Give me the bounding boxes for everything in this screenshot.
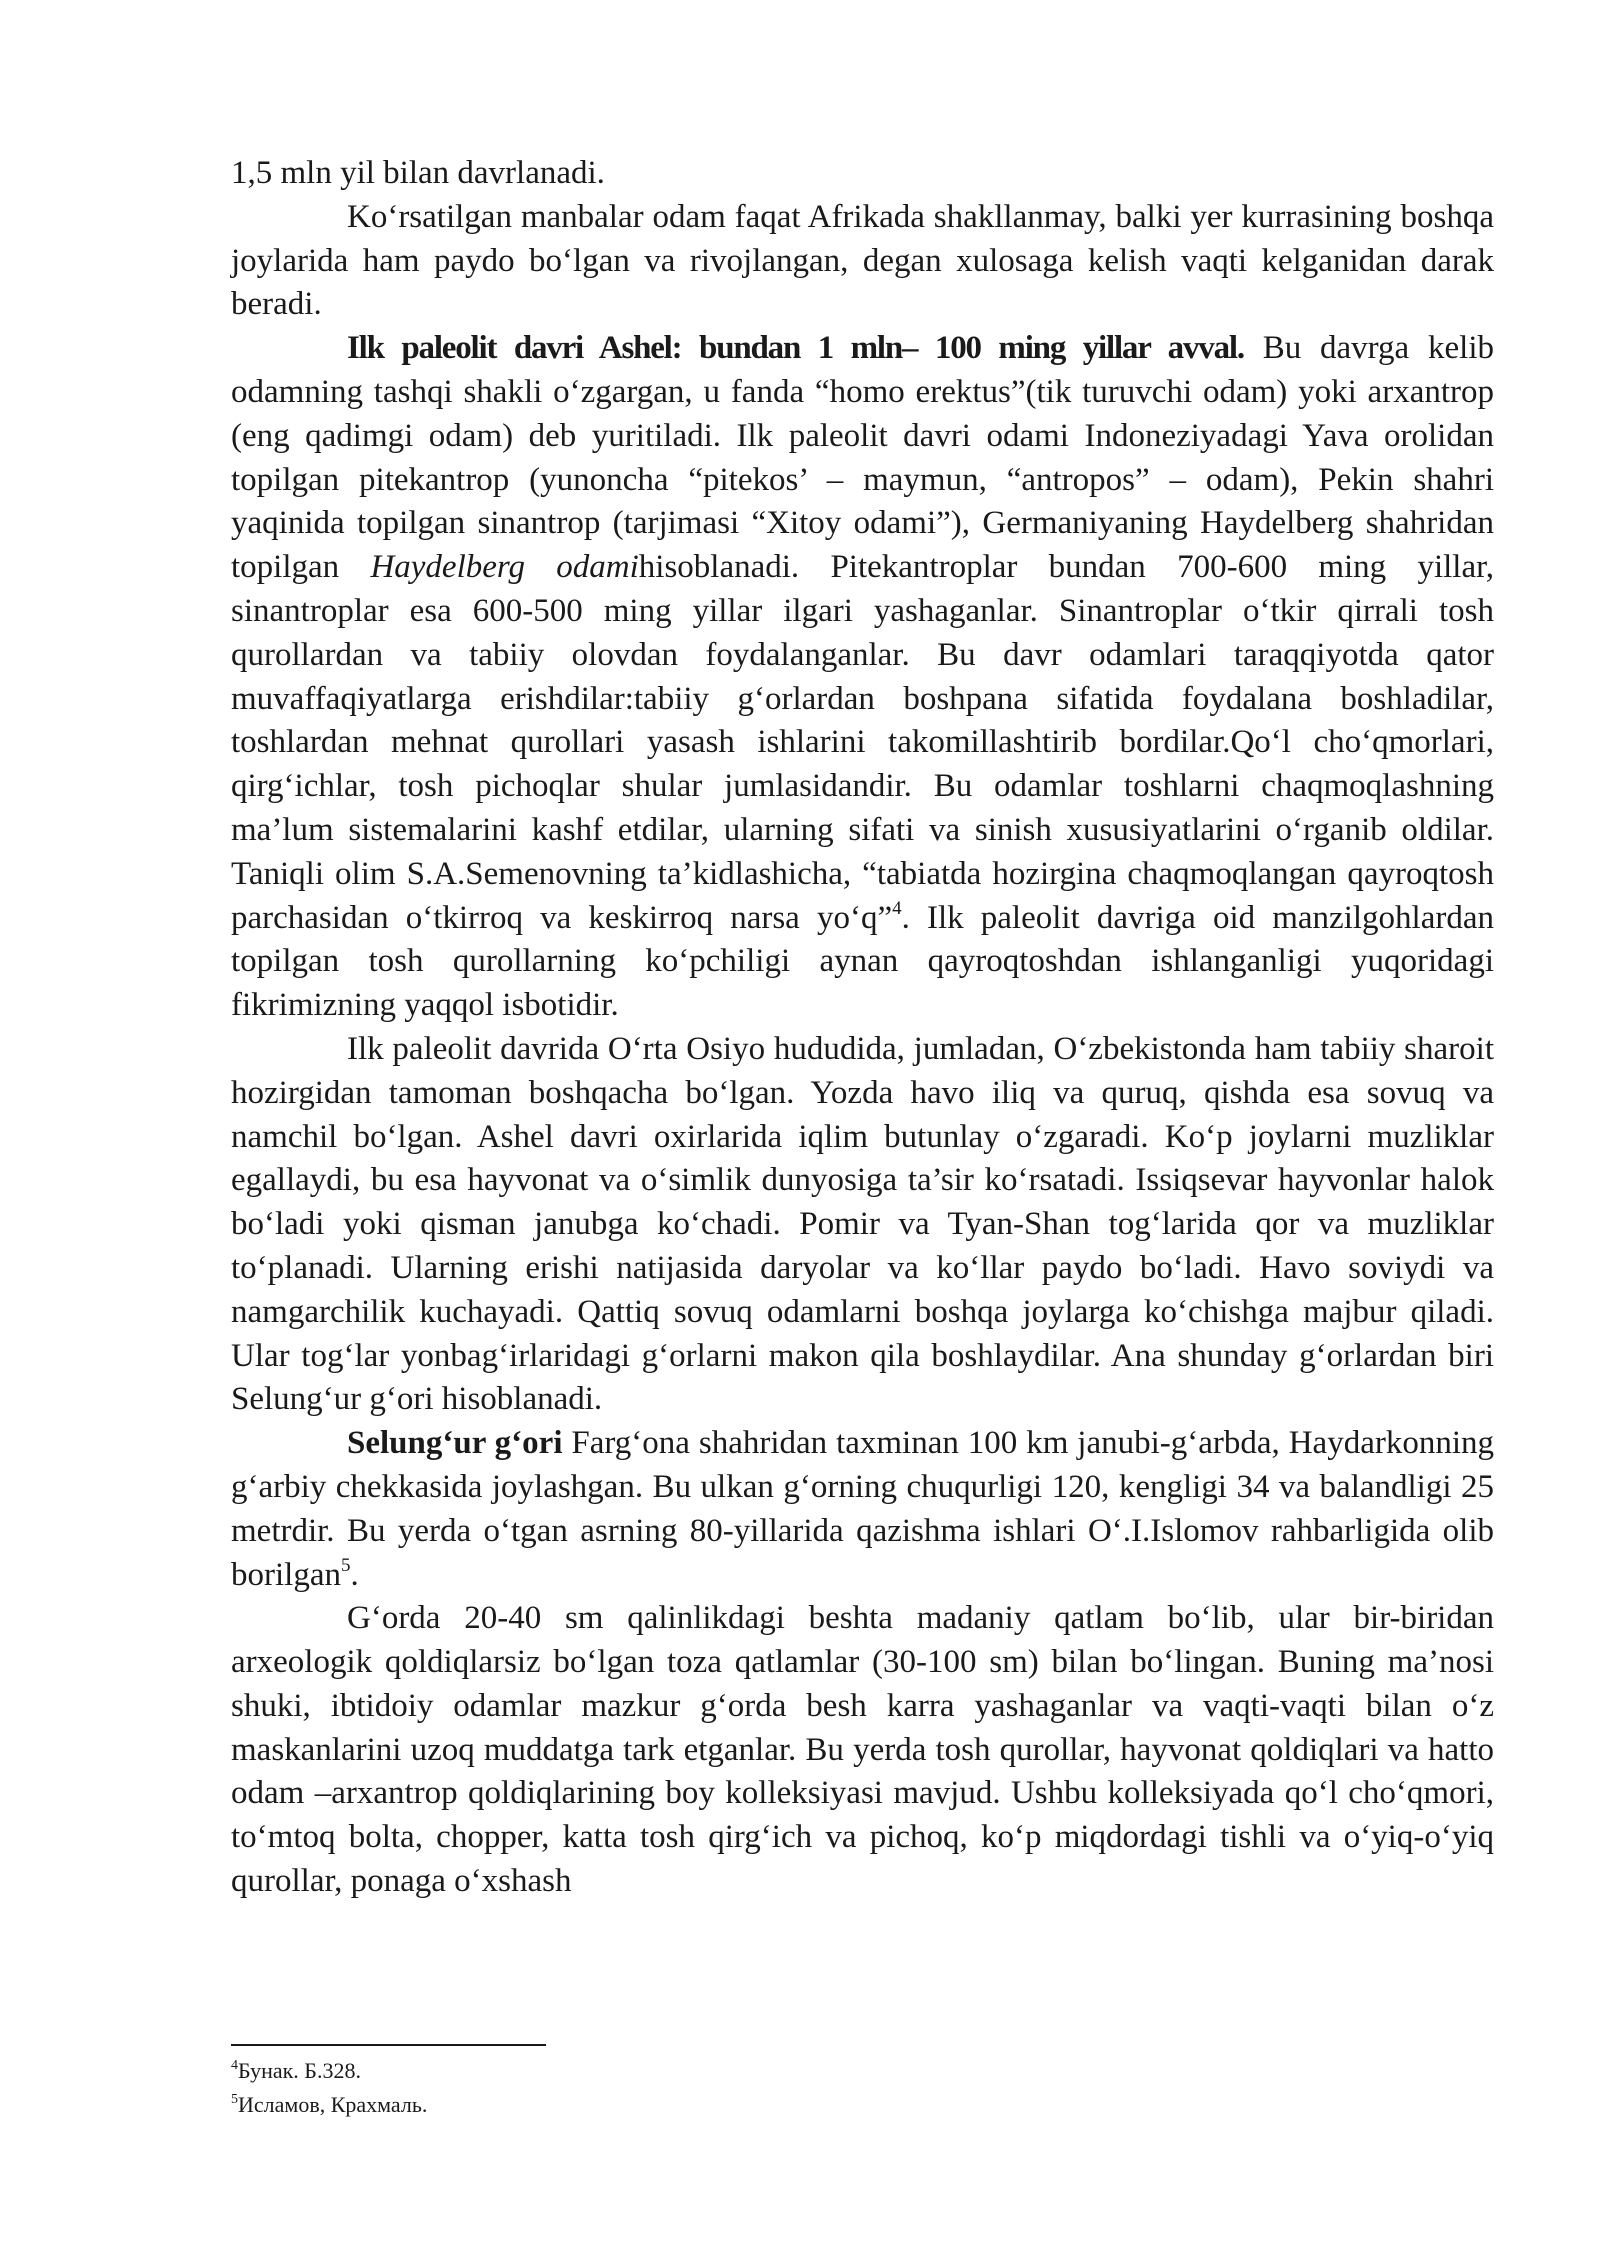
document-body bbox=[231, 152, 1494, 1904]
paragraph-layers: G‘orda 20-40 sm qalinlikdagi beshta madaniy qatlam bo‘lib, ular bir-biridan arxeologik qoldiqlarsiz bo‘lgan toza qatlamlar (30-100 sm) bilan bo‘lingan. Buning ma’nosi shuki, ibtidoiy odamlar mazkur g‘orda besh karra yashaganlar va vaqti-vaqti bilan o‘z maskanlarini uzoq muddatga tark etganlar. Bu yerda tosh qurollar, hayvonat qoldiqlari va hatto odam –arxantrop qoldiqlarining boy kolleksiyasi mavjud. Ushbu kolleksiyada qo‘l cho‘qmori, to‘mtoq bolta, chopper, katta tosh qirg‘ich va pichoq, ko‘p miqdordagi tishli va o‘yiq-o‘yiq qurollar, ponaga o‘xshash bbox=[231, 1600, 1494, 1900]
paragraph-sources: Ko‘rsatilgan manbalar odam faqat Afrikada shakllanmay, balki yer kurrasining boshqa joylarida ham paydo bo‘lgan va rivojlangan, degan xulosaga kelish vaqti kelganidan darak beradi. bbox=[231, 198, 1494, 323]
footnote-ref-4: 4 bbox=[892, 897, 902, 919]
footnote-text: Бунак. Б.328. bbox=[238, 2058, 361, 2083]
footnote-text: Исламов, Крахмаль. bbox=[238, 2092, 428, 2117]
footnote-4 bbox=[231, 2054, 831, 2088]
paragraph-selungur-text-a: Farg‘ona shahridan taxminan 100 km janubi-g‘arbda, Haydarkonning g‘arbiy chekkasida joylashgan. Bu ulkan g‘orning chuqurligi 120, kengligi 34 va balandligi 25 metrdir. Bu yerda o‘tgan asrning 80-yillarida qazishma ishlari O‘.I.Islomov rahbarligida olib borilgan bbox=[231, 1425, 1494, 1593]
paragraph-selungur bbox=[231, 1422, 1494, 1597]
italic-term-haydelberg: Haydelberg odami bbox=[370, 549, 639, 586]
paragraph-ashel-text-a: Bu davrga kelib odamning tashqi shakli o‘zgargan, u fanda “homo erektus”(tik turuvchi odam) yoki arxantrop (eng qadimgi odam) deb yuritiladi. Ilk paleolit davri odami Indoneziyadagi Yava orolidan topilgan pitekantrop (yunoncha “pitekos’ – maymun, “antropos” – odam), Pekin shahri yaqinida topilgan sinantrop (tarjimasi “Xitoy odami”), Germaniyaning Haydelberg shahridan topilgan bbox=[231, 330, 1494, 586]
footnote-divider bbox=[231, 2044, 546, 2046]
footnote-ref-5: 5 bbox=[340, 1554, 351, 1576]
paragraph-ashel-text-b: hisoblanadi. Pitekantroplar bundan 700-600 ming yillar, sinantroplar esa 600-500 ming yillar ilgari yashaganlar. Sinantroplar o‘tkir qirrali tosh qurollardan va tabiiy olovdan foydalanganlar. Bu davr odamlari taraqqiyotda qator muvaffaqiyatlarga erishdilar:tabiiy g‘orlardan boshpana sifatida foydalana boshladilar, toshlardan mehnat qurollari yasash ishlarini takomillashtirib bordilar.Qo‘l cho‘qmorlari, qirg‘ichlar, tosh pichoqlar shular jumlasidandir. Bu odamlar toshlarni chaqmoqlashning ma’lum sistemalarini kashf etdilar, ularning sifati va sinish xususiyatlarini o‘rganib oldilar. Taniqli olim S.A.Semenovning ta’kidlashicha, “tabiatda hozirgina chaqmoqlangan qayroqtosh parchasidan o‘tkirroq va keskirroq narsa yo‘q” bbox=[231, 549, 1495, 936]
paragraph-selungur-text-b: . bbox=[350, 1556, 359, 1593]
footnote-5 bbox=[231, 2088, 831, 2122]
section-heading-selungur: Selung‘ur g‘ori bbox=[347, 1425, 563, 1462]
paragraph-climate: Ilk paleolit davrida O‘rta Osiyo hududida, jumladan, O‘zbekistonda ham tabiiy sharoit hozirgidan tamoman boshqacha bo‘lgan. Yozda havo iliq va quruq, qishda esa sovuq va namchil bo‘lgan. Ashel davri oxirlarida iqlim butunlay o‘zgaradi. Ko‘p joylarni muzliklar egallaydi, bu esa hayvonat va o‘simlik dunyosiga ta’sir ko‘rsatadi. Issiqsevar hayvonlar halok bo‘ladi yoki qisman janubga ko‘chadi. Pomir va Tyan-Shan tog‘larida qor va muzliklar to‘planadi. Ularning erishi natijasida daryolar va ko‘llar paydo bo‘ladi. Havo soviydi va namgarchilik kuchayadi. Qattiq sovuq odamlarni boshqa joylarga ko‘chishga majbur qiladi. Ular tog‘lar yonbag‘irlaridagi g‘orlarni makon qila boshlaydilar. Ana shunday g‘orlardan biri Selung‘ur g‘ori hisoblanadi. bbox=[231, 1030, 1494, 1418]
paragraph-ashel bbox=[231, 327, 1494, 1028]
section-heading-ashel: Ilk paleolit davri Ashel: bundan 1 mln– 100 ming yillar avval. bbox=[347, 330, 1244, 367]
paragraph-ashel-text-c: . Ilk paleolit davriga oid manzilgohlardan topilgan tosh qurollarning ko‘pchiligi aynan qayroqtoshdan ishlanganligi yuqoridagi fikrimizning yaqqol isbotidir. bbox=[231, 899, 1494, 1024]
footnote-number: 4 bbox=[231, 2057, 238, 2073]
footnote-number: 5 bbox=[231, 2091, 238, 2107]
footnotes-section bbox=[231, 2044, 831, 2122]
paragraph-continuation: 1,5 mln yil bilan davrlanadi. bbox=[231, 155, 605, 191]
